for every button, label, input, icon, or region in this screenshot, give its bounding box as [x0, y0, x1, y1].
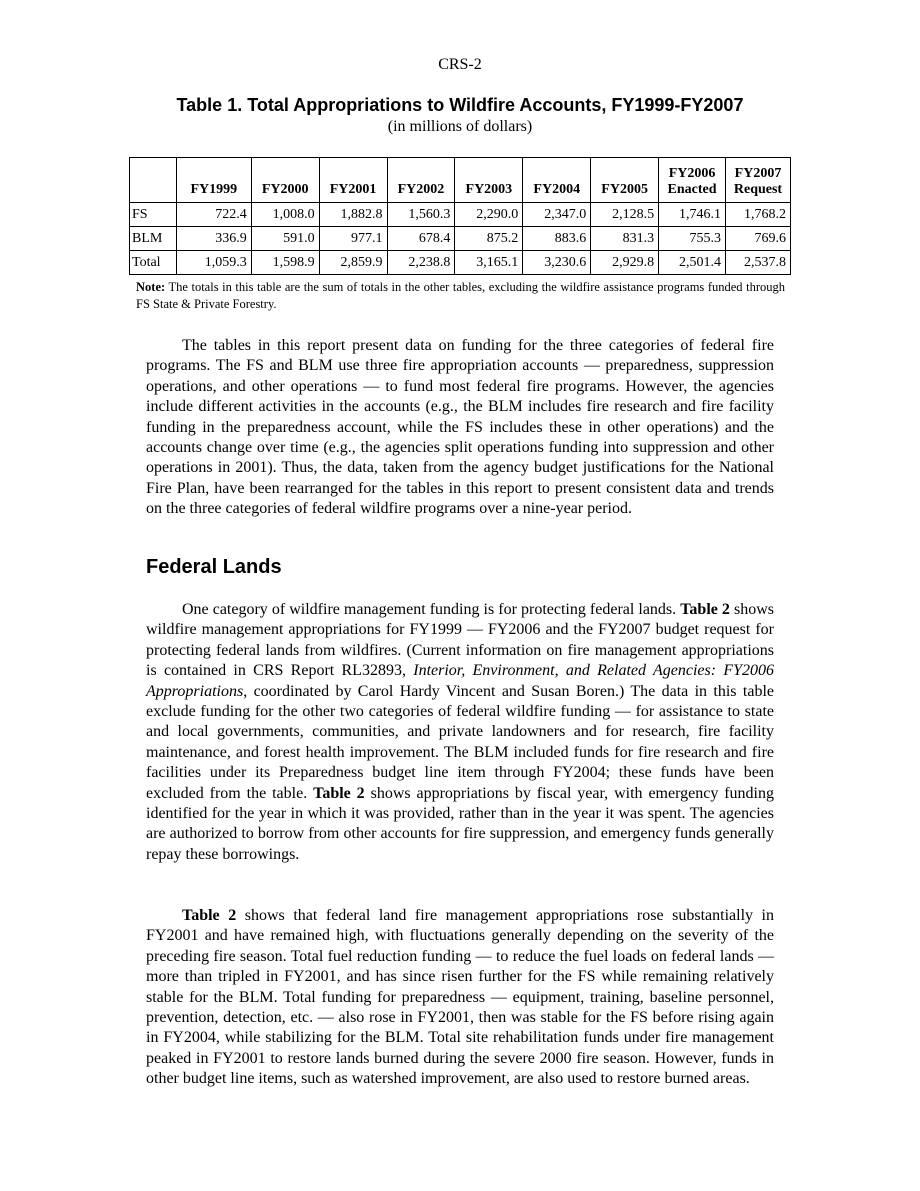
- section-heading: Federal Lands: [146, 556, 282, 578]
- table-subtitle: (in millions of dollars): [387, 118, 533, 135]
- table-cell: 3,230.6: [523, 251, 591, 275]
- table-header-cell: FY2004: [523, 158, 591, 203]
- table-header-cell: FY1999: [176, 158, 251, 203]
- table-note: [136, 279, 785, 313]
- paragraph-trends: [146, 906, 774, 1090]
- table-cell: 977.1: [319, 227, 387, 251]
- table-cell: 722.4: [176, 203, 251, 227]
- page-header: CRS-2: [438, 56, 482, 73]
- table-cell: 1,768.2: [726, 203, 791, 227]
- table-header-cell: FY2003: [455, 158, 523, 203]
- table-reference: Table 2: [680, 601, 730, 618]
- table-header-cell: [130, 158, 177, 203]
- table-cell: 755.3: [659, 227, 726, 251]
- table-reference: Table 2: [182, 907, 237, 924]
- table-cell: 2,238.8: [387, 251, 455, 275]
- table-cell: 591.0: [251, 227, 319, 251]
- paragraph-intro: The tables in this report present data on funding for the three categories of federal fire programs. The FS and BLM use three fire appropriation accounts — preparedness, suppression operations, and other operations — to fund most federal fire programs. However, the agencies include different activities in the accounts (e.g., the BLM includes fire research and fire facility funding in the preparedness account, while the FS includes these in other operations) and the accounts change over time (e.g., the agencies split operations funding into suppression and other operations in 2001). Thus, the data, taken from the agency budget justifications for the National Fire Plan, have been rearranged for the tables in this report to present consistent data and trends on the three categories of federal wildfire programs over a nine-year period.: [146, 337, 774, 518]
- table-cell: 336.9: [176, 227, 251, 251]
- note-text: The totals in this table are the sum of totals in the other tables, excluding the wildfire assistance programs funded through FS State & Private Forestry.: [136, 280, 785, 311]
- table-cell: 3,165.1: [455, 251, 523, 275]
- table-cell: 2,501.4: [659, 251, 726, 275]
- table-cell: 1,008.0: [251, 203, 319, 227]
- table-cell: 831.3: [591, 227, 659, 251]
- note-label: Note:: [136, 280, 166, 294]
- appropriations-table: [129, 157, 791, 275]
- table-cell: 1,560.3: [387, 203, 455, 227]
- table-cell: 2,347.0: [523, 203, 591, 227]
- table-header-cell: FY2001: [319, 158, 387, 203]
- paragraph-text: shows appropriations by fiscal year, with emergency funding identified for the year in which it was provided, rather than in the year it was spent. The agencies are authorized to borrow from other accounts for fire suppression, and emergency funds generally repay these borrowings.: [146, 784, 775, 863]
- table-header-cell: FY2007 Request: [726, 158, 791, 203]
- table-cell: 769.6: [726, 227, 791, 251]
- table-header-row: [130, 158, 791, 203]
- table-cell: 2,537.8: [726, 251, 791, 275]
- paragraph-text: One category of wildfire management funding is for protecting federal lands.: [182, 601, 677, 618]
- table-cell: 875.2: [455, 227, 523, 251]
- table-cell: 1,598.9: [251, 251, 319, 275]
- table-header-cell: FY2002: [387, 158, 455, 203]
- table-cell: 678.4: [387, 227, 455, 251]
- table-row: [130, 227, 791, 251]
- table-cell: 1,746.1: [659, 203, 726, 227]
- table-cell: 2,859.9: [319, 251, 387, 275]
- table-title: Table 1. Total Appropriations to Wildfire Accounts, FY1999-FY2007: [176, 95, 744, 115]
- table-header-cell: FY2006 Enacted: [659, 158, 726, 203]
- paragraph-text: shows wildfire management appropriations for FY1999 — FY2006 and the FY2007 budget request for protecting federal lands from wildfires. (Current information on fire management appropriations is contained in CRS Report RL32893,: [146, 601, 775, 680]
- table-cell: 2,290.0: [455, 203, 523, 227]
- paragraph-text: , coordinated by Carol Hardy Vincent and Susan Boren.) The data in this table exclude funding for the other two categories of federal wildfire funding — for assistance to state and local governments, communities, and private landowners and for research, fire facility maintenance, and forest health improvement. The BLM included funds for fire research and fire facilities under its Preparedness budget line item through FY2004; these funds have been excluded from the table.: [146, 682, 774, 802]
- row-label: Total: [130, 251, 177, 275]
- table-cell: 2,929.8: [591, 251, 659, 275]
- table-row: [130, 251, 791, 275]
- paragraph-text: shows that federal land fire management appropriations rose substantially in FY2001 and have remained high, with fluctuations generally depending on the severity of the preceding fire season. Total fuel reduction funding — to reduce the fuel loads on federal lands — more than tripled in FY2001, and has since risen further for the FS while remaining relatively stable for the BLM. Total funding for preparedness — equipment, training, baseline personnel, prevention, detection, etc. — also rose in FY2001, then was stable for the FS before rising again in FY2004, while stabilizing for the BLM. Total site rehabilitation funds under fire management peaked in FY2001 to restore lands burned during the severe 2000 fire season. However, funds in other budget line items, such as watershed improvement, are also used to restore burned areas.: [146, 907, 775, 1088]
- table-row: [130, 203, 791, 227]
- row-label: FS: [130, 203, 177, 227]
- table-cell: 1,059.3: [176, 251, 251, 275]
- table-cell: 883.6: [523, 227, 591, 251]
- table-header-cell: FY2000: [251, 158, 319, 203]
- table-cell: 2,128.5: [591, 203, 659, 227]
- table-reference: Table 2: [313, 784, 365, 802]
- report-title: Interior, Environment, and Related Agencies: FY2006 Appropriations: [146, 662, 775, 700]
- row-label: BLM: [130, 227, 177, 251]
- paragraph-federal-lands: [146, 600, 774, 865]
- table-header-cell: FY2005: [591, 158, 659, 203]
- table-cell: 1,882.8: [319, 203, 387, 227]
